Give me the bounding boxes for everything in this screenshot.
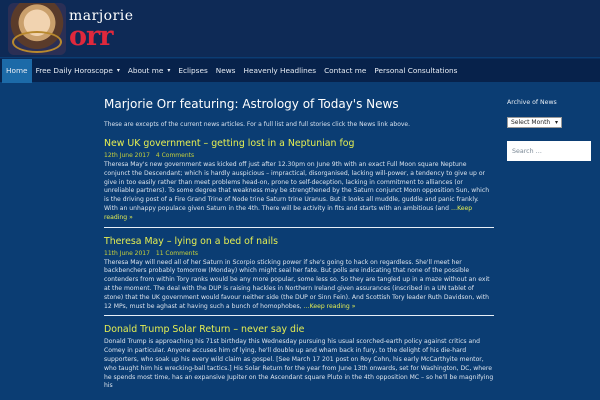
- astrolabe-ring: [12, 31, 62, 53]
- chevron-down-icon: ▾: [116, 67, 120, 74]
- nav-label: Eclipses: [178, 66, 208, 75]
- archive-title: Archive of News: [507, 99, 557, 106]
- post-title-link[interactable]: Donald Trump Solar Return – never say die: [104, 324, 305, 336]
- post-date[interactable]: 11th June 2017: [104, 249, 150, 257]
- post: [104, 138, 494, 228]
- nav-news[interactable]: [212, 59, 240, 83]
- main-content: [104, 97, 494, 399]
- logo-text-top[interactable]: marjorie: [69, 8, 134, 24]
- post-excerpt-text: Theresa May will need all of her Saturn in Scorpio sticking power if she's going to hack on regardless. She'll meet her backbenchers probably tomorrow (Monday) which might seal her fate. But polls are indicating that none of the possible contenders from within Tory ranks would be any more popular, some less so. So they are tangled up in a maze without an exit at the moment. The deal with the DUP is raising hackles in Northern Ireland given assurances (inscribed in a UN tablet of stone) that the UK government would favour neither side (the DUP or Sinn Fein). And Scottish Tory leader Ruth Davidson, with 12 MPs, must be aghast at having such a bunch of homophobes,: [104, 258, 490, 310]
- post-date[interactable]: 12th June 2017: [104, 152, 150, 159]
- post-title-link[interactable]: Theresa May – lying on a bed of nails: [104, 235, 278, 247]
- page-title: Marjorie Orr featuring: Astrology of Today's News: [104, 97, 399, 111]
- post-title-link[interactable]: New UK government – getting lost in a Neptunian fog: [104, 138, 355, 149]
- search-input[interactable]: [507, 141, 591, 161]
- nav-personal-consultations[interactable]: [370, 59, 461, 83]
- nav-contact-me[interactable]: [320, 59, 370, 83]
- search-placeholder: Search …: [512, 147, 542, 155]
- post-comments-link[interactable]: 4 Comments: [155, 152, 195, 159]
- divider: [104, 315, 494, 316]
- select-value: Select Month: [511, 119, 551, 126]
- keep-reading-link[interactable]: …Keep reading »: [104, 204, 473, 221]
- post-comments-link[interactable]: 11 Comments: [155, 249, 198, 257]
- nav-label: Personal Consultations: [374, 66, 458, 75]
- main-nav: [0, 58, 600, 82]
- post-excerpt-text: Theresa May's new government was kicked off just after 12.30pm on June 9th with an exact Full Moon square Neptune conjunct the Descendant; which is hardly auspicious – impractical, disorganised, lacking will-power, a tendency to give up or give in too easily rather than meet problems head-on, prone to self-deception, lacking in commitment to alliances (or unreliable partners). To some degree that weakness may be strengthened by the Saturn conjunct Moon opposition Sun, which is the driving post of a Fire Grand Trine of Node trine Saturn trine Uranus. But it looks all muddle, guddle and panic frankly. With an unhappy populace given Saturn in the 4th. There will be activity in fits and starts with an ambitious (and: [104, 161, 490, 212]
- post: [104, 324, 494, 391]
- divider: [104, 227, 494, 228]
- nav-free-daily-horoscope[interactable]: [32, 59, 124, 83]
- logo-text-bottom[interactable]: orr: [69, 21, 113, 52]
- nav-label: Contact me: [324, 66, 367, 75]
- nav-eclipses[interactable]: [174, 59, 211, 83]
- site-header: [0, 0, 600, 57]
- post-excerpt: [104, 161, 494, 223]
- post: [104, 236, 494, 317]
- nav-label: About me: [127, 66, 164, 75]
- post-meta: [104, 152, 494, 159]
- nav-label: News: [215, 66, 236, 75]
- post-excerpt: [104, 338, 494, 391]
- archive-month-select[interactable]: [507, 117, 562, 128]
- nav-label: Heavenly Headlines: [243, 66, 317, 75]
- keep-reading-link[interactable]: …Keep reading »: [303, 302, 356, 310]
- nav-label: Free Daily Horoscope: [35, 66, 113, 75]
- nav-home[interactable]: [2, 59, 32, 83]
- sidebar: [507, 99, 592, 161]
- logo-photo[interactable]: [8, 3, 66, 55]
- nav-about-me[interactable]: [124, 59, 175, 83]
- chevron-down-icon: ▾: [167, 67, 171, 74]
- post-meta: [104, 250, 494, 257]
- post-excerpt-text: Donald Trump is approaching his 71st birthday this Wednesday pursuing his usual scorched-earth policy against critics and Comey in particular. Anyone accuses him of lying, he'll double up and wham back in fury, to the delight of his die-hard supporters, who soak up his every wild claim as gospel. [See March 17 201 post on Roy Cohn, his early McCarthyite mentor, who taught him his wrecking-ball tactics.] His Solar Return for the year from June 13th onwards, set for Washington, DC, where he spends most time, has an expansive Jupiter on the Ascendant square Pluto in the 4th opposition MC – so he'll be magnifying his: [104, 338, 494, 390]
- post-excerpt: [104, 259, 494, 312]
- intro-text: These are excepts of the current news articles. For a full list and full stories click the News link above.: [104, 121, 411, 128]
- nav-label: Home: [6, 66, 28, 75]
- chevron-down-icon: ▾: [554, 119, 558, 126]
- nav-heavenly-headlines[interactable]: [239, 59, 320, 83]
